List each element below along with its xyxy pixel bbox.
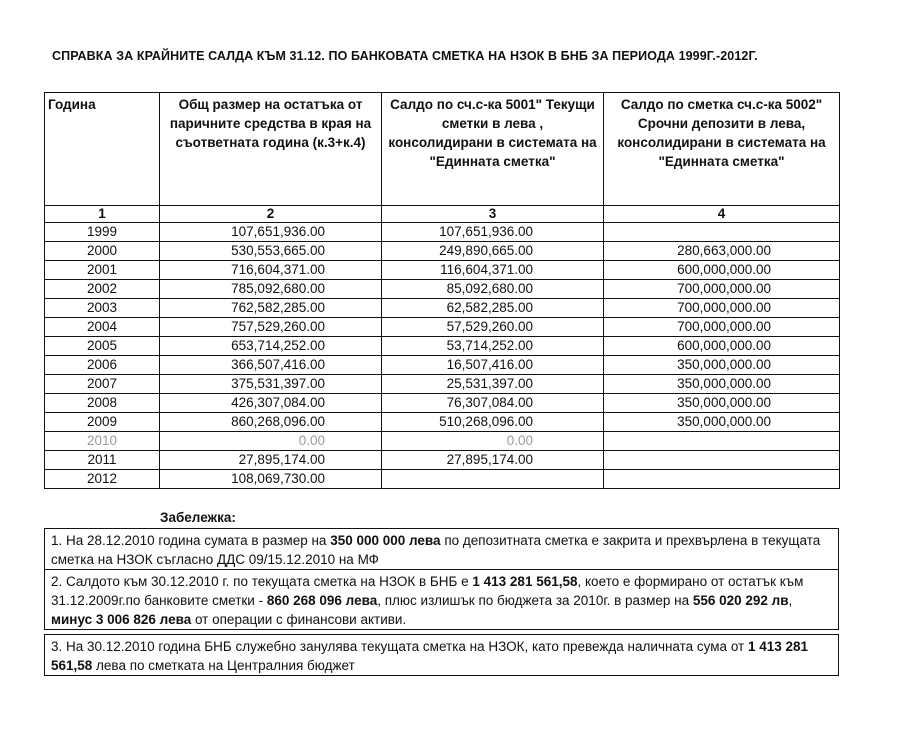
account-5001-cell: 62,582,285.00: [382, 299, 604, 318]
account-5001-cell: 53,714,252.00: [382, 337, 604, 356]
table-row: [45, 337, 840, 356]
table-row: [45, 413, 840, 432]
account-5001-cell: 249,890,665.00: [382, 242, 604, 261]
total-cell: 426,307,084.00: [160, 394, 382, 413]
note-bold: 1 413 281 561,58: [472, 574, 578, 589]
account-5002-cell: 700,000,000.00: [604, 280, 840, 299]
year-cell: 2004: [45, 318, 160, 337]
year-cell: 2003: [45, 299, 160, 318]
year-cell: 2002: [45, 280, 160, 299]
account-5002-cell: 700,000,000.00: [604, 299, 840, 318]
header-total: Общ размер на остатъка от паричните средства в края на съответната година (к.3+к.4): [160, 93, 382, 206]
year-cell: 2009: [45, 413, 160, 432]
notes-label: Забележка:: [160, 510, 236, 525]
column-number: 4: [604, 206, 840, 223]
total-cell: 653,714,252.00: [160, 337, 382, 356]
account-5002-cell: 350,000,000.00: [604, 413, 840, 432]
account-5002-cell: [604, 432, 840, 451]
note-text: , плюс излишък по бюджета за 2010г. в размер на: [377, 593, 693, 608]
account-5001-cell: [382, 470, 604, 489]
account-5001-cell: 76,307,084.00: [382, 394, 604, 413]
note-1: [44, 528, 839, 570]
header-row: [45, 93, 840, 206]
table-row: [45, 451, 840, 470]
account-5002-cell: 280,663,000.00: [604, 242, 840, 261]
account-5001-cell: 116,604,371.00: [382, 261, 604, 280]
account-5002-cell: [604, 223, 840, 242]
note-2: [44, 569, 839, 630]
year-cell: 2001: [45, 261, 160, 280]
note-bold: 1 413 281 561,58: [51, 639, 809, 673]
table-row: [45, 432, 840, 451]
year-cell: 2010: [45, 432, 160, 451]
account-5002-cell: 600,000,000.00: [604, 261, 840, 280]
account-5001-cell: 510,268,096.00: [382, 413, 604, 432]
year-cell: 2011: [45, 451, 160, 470]
total-cell: 762,582,285.00: [160, 299, 382, 318]
table-row: [45, 356, 840, 375]
account-5001-cell: 85,092,680.00: [382, 280, 604, 299]
year-cell: 2005: [45, 337, 160, 356]
account-5002-cell: 350,000,000.00: [604, 356, 840, 375]
note-text: , което е формирано от остатък към 31.12.2009г.по банковите сметки -: [51, 574, 804, 608]
note-text: ,: [788, 593, 793, 608]
account-5002-cell: 350,000,000.00: [604, 375, 840, 394]
year-cell: 2006: [45, 356, 160, 375]
note-text: 2. Салдото към 30.12.2010 г. по текущата сметка на НЗОК в БНБ е: [51, 574, 473, 589]
note-bold: 860 268 096 лева: [266, 593, 378, 608]
total-cell: 860,268,096.00: [160, 413, 382, 432]
table-row: [45, 470, 840, 489]
account-5002-cell: 350,000,000.00: [604, 394, 840, 413]
account-5002-cell: 700,000,000.00: [604, 318, 840, 337]
balances-table: [44, 92, 840, 489]
note-bold: минус 3 006 826 лева: [51, 612, 192, 627]
total-cell: 27,895,174.00: [160, 451, 382, 470]
table-row: [45, 299, 840, 318]
year-cell: 2007: [45, 375, 160, 394]
total-cell: 785,092,680.00: [160, 280, 382, 299]
header-account-5001: Салдо по сч.с-ка 5001" Текущи сметки в лева , консолидирани в системата на "Единната сметка": [382, 93, 604, 206]
note-bold: 350 000 000 лева: [330, 533, 441, 548]
total-cell: 716,604,371.00: [160, 261, 382, 280]
total-cell: 0.00: [160, 432, 382, 451]
table-row: [45, 375, 840, 394]
note-text: 3. На 30.12.2010 година БНБ служебно занулява текущата сметка на НЗОК, като превежда наличната сума от: [51, 639, 748, 654]
table-row: [45, 318, 840, 337]
table-row: [45, 223, 840, 242]
account-5002-cell: 600,000,000.00: [604, 337, 840, 356]
table-row: [45, 242, 840, 261]
total-cell: 107,651,936.00: [160, 223, 382, 242]
note-text: лева по сметката на Централния бюджет: [92, 658, 355, 673]
total-cell: 108,069,730.00: [160, 470, 382, 489]
account-5002-cell: [604, 470, 840, 489]
column-number: 2: [160, 206, 382, 223]
column-numbers-row: [45, 206, 840, 223]
note-bold: 556 020 292 лв: [692, 593, 789, 608]
table-row: [45, 280, 840, 299]
account-5001-cell: 57,529,260.00: [382, 318, 604, 337]
note-text: по депозитната сметка е закрита и прехвърлена в текущата сметка на НЗОК съгласно ДДС 09/15.12.2010 на МФ: [51, 533, 821, 567]
column-number: 3: [382, 206, 604, 223]
account-5001-cell: 27,895,174.00: [382, 451, 604, 470]
account-5001-cell: 16,507,416.00: [382, 356, 604, 375]
header-year: Година: [45, 93, 160, 206]
note-text: 1. На 28.12.2010 година сумата в размер на: [51, 533, 331, 548]
total-cell: 375,531,397.00: [160, 375, 382, 394]
year-cell: 2000: [45, 242, 160, 261]
account-5001-cell: 107,651,936.00: [382, 223, 604, 242]
note-text: от операции с финансови активи.: [191, 612, 407, 627]
total-cell: 366,507,416.00: [160, 356, 382, 375]
total-cell: 757,529,260.00: [160, 318, 382, 337]
year-cell: 1999: [45, 223, 160, 242]
account-5001-cell: 25,531,397.00: [382, 375, 604, 394]
table-row: [45, 261, 840, 280]
document-title: СПРАВКА ЗА КРАЙНИТЕ САЛДА КЪМ 31.12. ПО БАНКОВАТА СМЕТКА НА НЗОК В БНБ ЗА ПЕРИОДА 1999Г.-2012Г.: [52, 49, 758, 63]
total-cell: 530,553,665.00: [160, 242, 382, 261]
note-3: [44, 634, 839, 676]
header-account-5002: Салдо по сметка сч.с-ка 5002" Срочни депозити в лева, консолидирани в системата на "Единната сметка": [604, 93, 840, 206]
table-row: [45, 394, 840, 413]
year-cell: 2008: [45, 394, 160, 413]
account-5001-cell: 0.00: [382, 432, 604, 451]
year-cell: 2012: [45, 470, 160, 489]
column-number: 1: [45, 206, 160, 223]
account-5002-cell: [604, 451, 840, 470]
